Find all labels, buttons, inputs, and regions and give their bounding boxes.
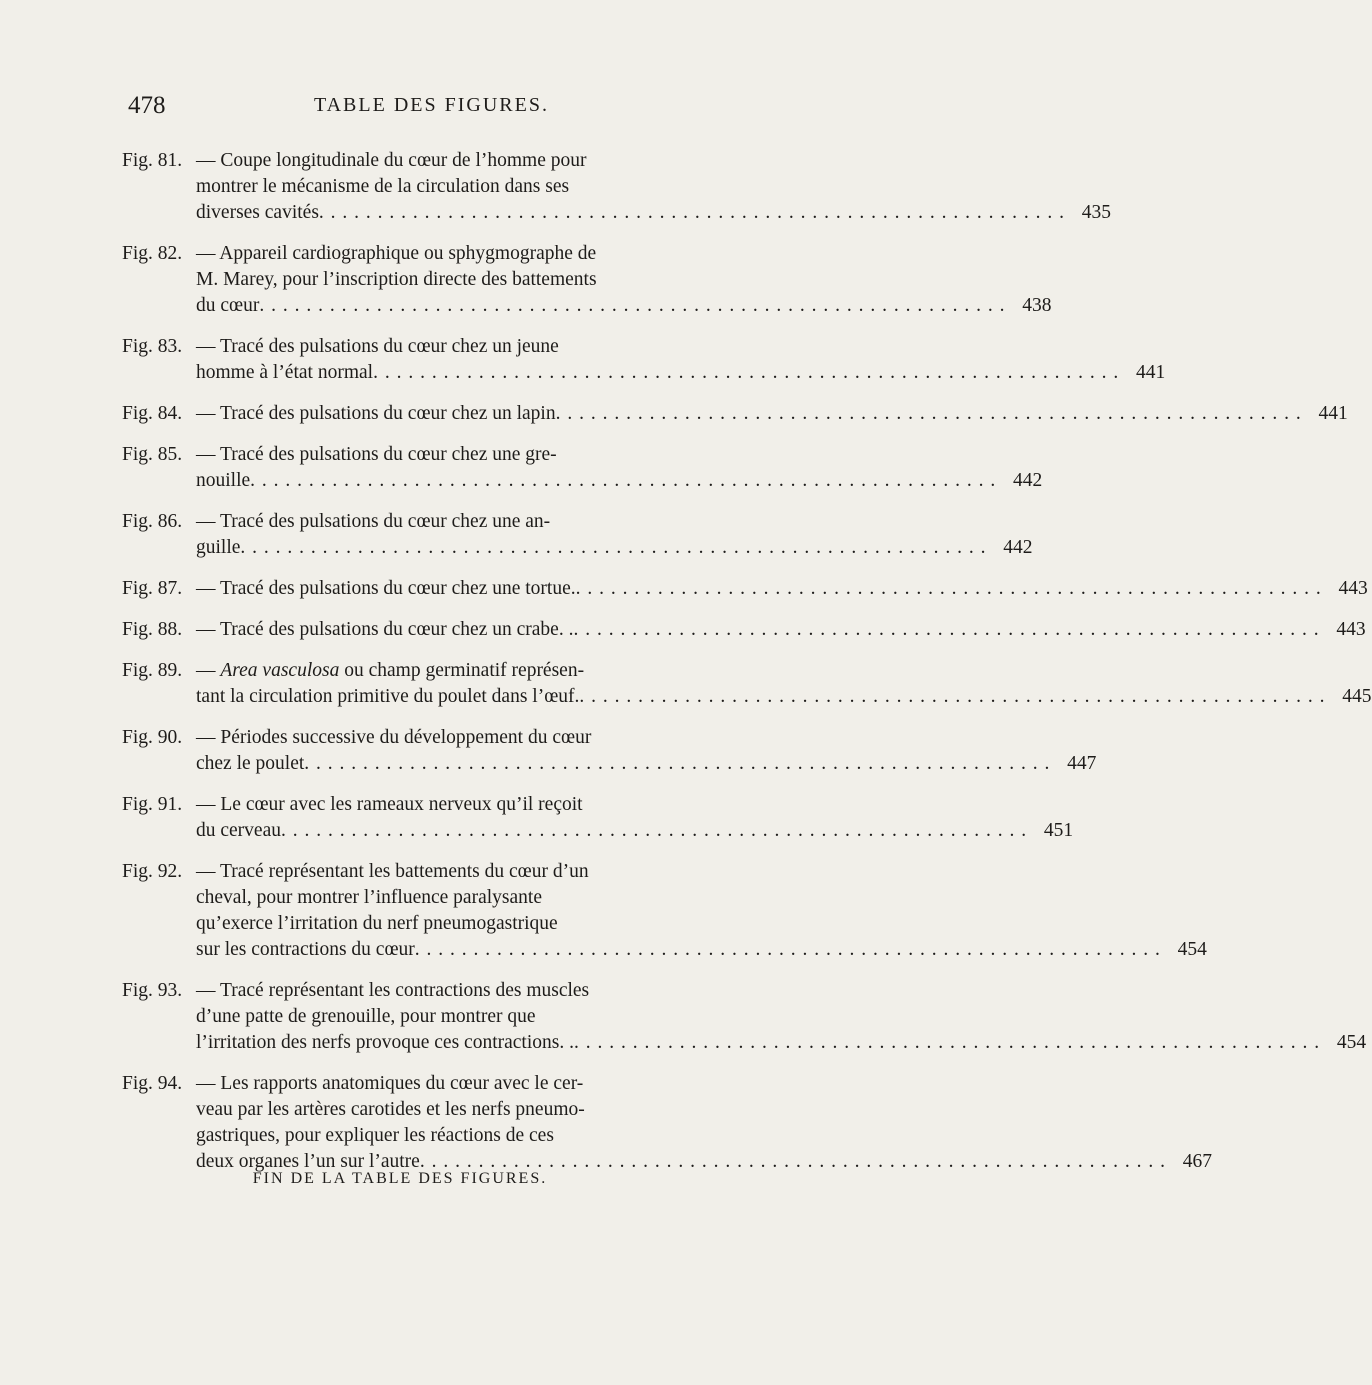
figure-entry <box>122 725 1097 777</box>
caption-last-line <box>196 360 1165 386</box>
caption-line: — Périodes successive du développement du cœur <box>196 727 592 748</box>
dot-leader: . . . . . . . . . . . . . . . . . . . . . . . . . . . . . . . . . . . . . . . . . . . . . . . . . . . . . . . . . . . . . . . . <box>259 295 1006 316</box>
figure-entry <box>122 442 1043 494</box>
dot-leader: . . . . . . . . . . . . . . . . . . . . . . . . . . . . . . . . . . . . . . . . . . . . . . . . . . . . . . . . . . . . . . . . <box>250 470 997 491</box>
figure-entry <box>122 1071 1212 1175</box>
caption-line: — Tracé représentant les contractions des muscles <box>196 980 590 1001</box>
figure-caption <box>196 617 1366 643</box>
page-reference: 442 <box>1003 537 1033 558</box>
page-reference: 454 <box>1177 939 1207 960</box>
caption-line: — Le cœur avec les rameaux nerveux qu’il reçoit <box>196 794 583 815</box>
figure-number: Fig. 90. <box>122 727 183 748</box>
page-reference: 445 <box>1342 686 1372 707</box>
figure-caption <box>196 509 1033 561</box>
figure-caption <box>196 1071 1212 1175</box>
caption-line: — Coupe longitudinale du cœur de l’homme pour <box>196 150 587 171</box>
figure-entry <box>122 658 1372 710</box>
caption-last-line <box>196 818 1073 844</box>
caption-line: nouille <box>196 470 251 491</box>
figure-caption <box>196 792 1073 844</box>
figure-entry <box>122 792 1074 844</box>
caption-line: — Les rapports anatomiques du cœur avec le cer- <box>196 1073 584 1094</box>
figure-caption <box>196 334 1165 386</box>
caption-last-line <box>196 576 1368 602</box>
page-header <box>128 92 688 126</box>
caption-line: du cœur <box>196 295 260 316</box>
caption-line: deux organes l’un sur l’autre <box>196 1151 420 1172</box>
dot-leader: . . . . . . . . . . . . . . . . . . . . . . . . . . . . . . . . . . . . . . . . . . . . . . . . . . . . . . . . . . . . . . . . <box>573 1032 1321 1053</box>
dot-leader: . . . . . . . . . . . . . . . . . . . . . . . . . . . . . . . . . . . . . . . . . . . . . . . . . . . . . . . . . . . . . . . . <box>555 403 1302 424</box>
figure-caption <box>196 148 1111 226</box>
figure-number: Fig. 93. <box>122 980 183 1001</box>
figure-entry <box>122 978 1367 1056</box>
figure-caption <box>196 725 1096 777</box>
dot-leader: . . . . . . . . . . . . . . . . . . . . . . . . . . . . . . . . . . . . . . . . . . . . . . . . . . . . . . . . . . . . . . . . <box>240 537 987 558</box>
figure-number: Fig. 91. <box>122 794 183 815</box>
caption-line: — Tracé des pulsations du cœur chez une tortue. <box>196 578 576 599</box>
dot-leader: . . . . . . . . . . . . . . . . . . . . . . . . . . . . . . . . . . . . . . . . . . . . . . . . . . . . . . . . . . . . . . . . <box>579 686 1326 707</box>
figure-caption <box>196 442 1042 494</box>
end-note: FIN DE LA TABLE DES FIGURES. <box>252 1170 548 1187</box>
caption-line: — Tracé des pulsations du cœur chez un crabe. . <box>196 619 574 640</box>
dot-leader: . . . . . . . . . . . . . . . . . . . . . . . . . . . . . . . . . . . . . . . . . . . . . . . . . . . . . . . . . . . . . . . . <box>373 362 1120 383</box>
caption-last-line <box>196 293 1051 319</box>
figure-caption <box>196 576 1368 602</box>
page-reference: 467 <box>1182 1151 1212 1172</box>
page-reference: 443 <box>1336 619 1366 640</box>
page-reference: 443 <box>1338 578 1368 599</box>
caption-line: — Tracé des pulsations du cœur chez une an- <box>196 511 551 532</box>
figure-number: Fig. 89. <box>122 660 183 681</box>
caption-line: tant la circulation primitive du poulet dans l’œuf. <box>196 686 580 707</box>
figure-entry <box>122 241 1052 319</box>
figure-caption <box>196 978 1366 1056</box>
caption-line: qu’exerce l’irritation du nerf pneumogastrique <box>196 913 558 934</box>
figure-entry <box>122 617 1366 643</box>
figure-number: Fig. 92. <box>122 861 183 882</box>
figure-number: Fig. 94. <box>122 1073 183 1094</box>
caption-line: — Tracé représentant les battements du cœur d’un <box>196 861 589 882</box>
figure-caption <box>196 859 1207 963</box>
page-reference: 435 <box>1081 202 1112 223</box>
figure-entry <box>122 334 1166 386</box>
caption-last-line <box>196 401 1348 427</box>
figure-number: Fig. 81. <box>122 150 183 171</box>
caption-line: cheval, pour montrer l’influence paralysante <box>196 887 542 908</box>
running-title: TABLE DES FIGURES. <box>314 94 549 116</box>
caption-last-line <box>196 200 1111 226</box>
figure-number: Fig. 88. <box>122 619 183 640</box>
dot-leader: . . . . . . . . . . . . . . . . . . . . . . . . . . . . . . . . . . . . . . . . . . . . . . . . . . . . . . . . . . . . . . . . <box>573 619 1320 640</box>
caption-last-line <box>196 617 1366 643</box>
caption-last-line <box>196 1030 1366 1056</box>
figure-entry <box>122 401 1348 427</box>
caption-line: d’une patte de grenouille, pour montrer que <box>196 1006 536 1027</box>
figure-caption <box>196 401 1348 427</box>
caption-line: guille <box>196 537 241 558</box>
page-number: 478 <box>128 92 166 119</box>
figure-number: Fig. 83. <box>122 336 183 357</box>
figure-list <box>122 148 1372 1190</box>
caption-line: veau par les artères carotides et les nerfs pneumo- <box>196 1099 585 1120</box>
figure-entry <box>122 148 1112 226</box>
figure-entry <box>122 859 1207 963</box>
dot-leader: . . . . . . . . . . . . . . . . . . . . . . . . . . . . . . . . . . . . . . . . . . . . . . . . . . . . . . . . . . . . . . . . <box>304 753 1051 774</box>
page-reference: 438 <box>1022 295 1052 316</box>
caption-line: — Appareil cardiographique ou sphygmographe de <box>196 243 597 264</box>
page-reference: 454 <box>1336 1032 1367 1053</box>
page-reference: 442 <box>1013 470 1043 491</box>
dot-leader: . . . . . . . . . . . . . . . . . . . . . . . . . . . . . . . . . . . . . . . . . . . . . . . . . . . . . . . . . . . . . . . . <box>318 202 1066 223</box>
dot-leader: . . . . . . . . . . . . . . . . . . . . . . . . . . . . . . . . . . . . . . . . . . . . . . . . . . . . . . . . . . . . . . . . <box>419 1151 1166 1172</box>
caption-last-line <box>196 468 1042 494</box>
caption-last-line <box>196 684 1372 710</box>
caption-line: diverses cavités <box>196 202 319 223</box>
caption-line: du cerveau <box>196 820 281 841</box>
page-reference: 441 <box>1135 362 1166 383</box>
caption-line: M. Marey, pour l’inscription directe des battements <box>196 269 597 290</box>
caption-line: l’irritation des nerfs provoque ces contractions. . <box>196 1032 574 1053</box>
figure-entry <box>122 576 1368 602</box>
figure-entry <box>122 509 1033 561</box>
dot-leader: . . . . . . . . . . . . . . . . . . . . . . . . . . . . . . . . . . . . . . . . . . . . . . . . . . . . . . . . . . . . . . . . <box>414 939 1161 960</box>
caption-last-line <box>196 937 1207 963</box>
page-reference: 441 <box>1318 403 1348 424</box>
figure-number: Fig. 87. <box>122 578 183 599</box>
figure-number: Fig. 82. <box>122 243 183 264</box>
caption-last-line <box>196 751 1096 777</box>
caption-line: — Tracé des pulsations du cœur chez une gre- <box>196 444 557 465</box>
caption-line: — Area vasculosa ou champ germinatif représen- <box>196 660 585 681</box>
figure-number: Fig. 86. <box>122 511 183 532</box>
italic-term: Area vasculosa <box>220 660 340 681</box>
caption-line: gastriques, pour expliquer les réactions de ces <box>196 1125 554 1146</box>
dot-leader: . . . . . . . . . . . . . . . . . . . . . . . . . . . . . . . . . . . . . . . . . . . . . . . . . . . . . . . . . . . . . . . . <box>575 578 1322 599</box>
caption-line: homme à l’état normal <box>196 362 374 383</box>
figure-caption <box>196 241 1051 319</box>
caption-line: chez le poulet <box>196 753 305 774</box>
page-reference: 451 <box>1043 820 1074 841</box>
figure-number: Fig. 85. <box>122 444 183 465</box>
caption-line: — Tracé des pulsations du cœur chez un jeune <box>196 336 559 357</box>
caption-last-line <box>196 535 1033 561</box>
figure-caption <box>196 658 1372 710</box>
caption-line: — Tracé des pulsations du cœur chez un lapin <box>196 403 556 424</box>
caption-line: montrer le mécanisme de la circulation dans ses <box>196 176 570 197</box>
dot-leader: . . . . . . . . . . . . . . . . . . . . . . . . . . . . . . . . . . . . . . . . . . . . . . . . . . . . . . . . . . . . . . . . <box>281 820 1028 841</box>
figure-number: Fig. 84. <box>122 403 183 424</box>
page-reference: 447 <box>1067 753 1097 774</box>
caption-line: sur les contractions du cœur <box>196 939 415 960</box>
